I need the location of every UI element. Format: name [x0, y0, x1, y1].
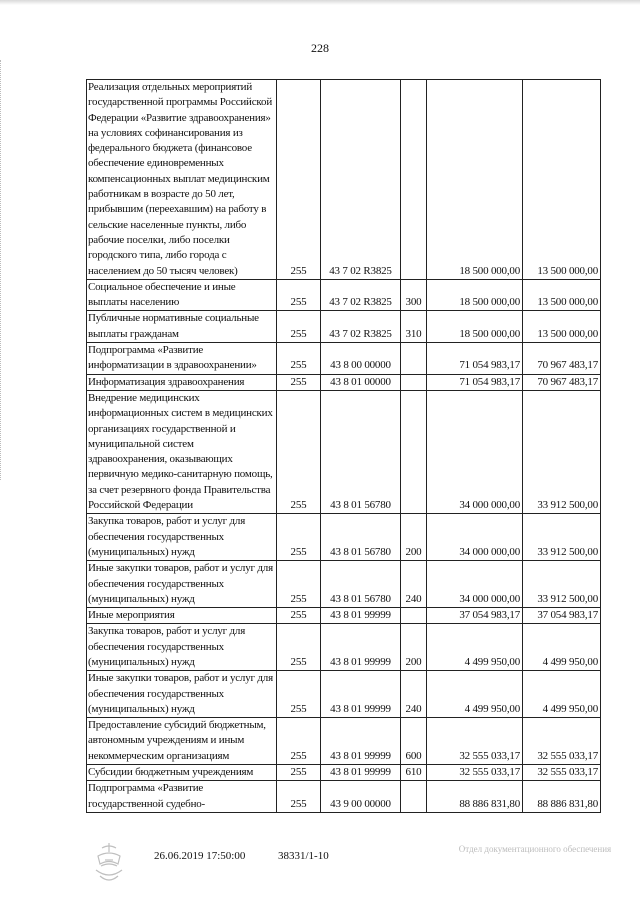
row-expense-type	[401, 781, 427, 813]
row-expense-type: 600	[401, 718, 427, 765]
row-sum-2020: 37 054 983,17	[427, 608, 523, 624]
row-name: Иные закупки товаров, работ и услуг для обеспечения государственных (муниципальных) нужд	[87, 561, 277, 608]
row-name: Подпрограмма «Развитие государственной судебно-	[87, 781, 277, 813]
row-admin-code: 255	[277, 311, 321, 343]
row-sum-2021: 13 500 000,00	[523, 279, 601, 311]
row-sum-2020: 18 500 000,00	[427, 311, 523, 343]
row-expense-type: 310	[401, 311, 427, 343]
row-admin-code: 255	[277, 279, 321, 311]
row-admin-code: 255	[277, 80, 321, 280]
row-admin-code: 255	[277, 608, 321, 624]
row-admin-code: 255	[277, 343, 321, 375]
row-sum-2021: 33 912 500,00	[523, 514, 601, 561]
row-target-article: 43 8 01 99999	[321, 671, 401, 718]
table-row	[87, 561, 601, 608]
row-target-article: 43 8 01 56780	[321, 561, 401, 608]
row-target-article: 43 8 01 99999	[321, 718, 401, 765]
binding-edge	[0, 60, 7, 480]
row-sum-2020: 88 886 831,80	[427, 781, 523, 813]
table-row	[87, 343, 601, 375]
row-expense-type	[401, 80, 427, 280]
row-sum-2021: 37 054 983,17	[523, 608, 601, 624]
row-sum-2020: 71 054 983,17	[427, 374, 523, 390]
row-sum-2020: 4 499 950,00	[427, 624, 523, 671]
row-sum-2020: 34 000 000,00	[427, 390, 523, 513]
row-sum-2020: 34 000 000,00	[427, 561, 523, 608]
budget-table	[86, 79, 601, 813]
row-sum-2021: 13 500 000,00	[523, 80, 601, 280]
table-row	[87, 624, 601, 671]
row-sum-2020: 71 054 983,17	[427, 343, 523, 375]
table-row	[87, 311, 601, 343]
row-target-article: 43 7 02 R3825	[321, 80, 401, 280]
row-target-article: 43 8 01 56780	[321, 390, 401, 513]
row-name: Иные закупки товаров, работ и услуг для обеспечения государственных (муниципальных) нужд	[87, 671, 277, 718]
row-name: Закупка товаров, работ и услуг для обеспечения государственных (муниципальных) нужд	[87, 514, 277, 561]
row-name: Публичные нормативные социальные выплаты гражданам	[87, 311, 277, 343]
table-row	[87, 718, 601, 765]
row-sum-2021: 33 912 500,00	[523, 561, 601, 608]
row-target-article: 43 7 02 R3825	[321, 279, 401, 311]
row-admin-code: 255	[277, 718, 321, 765]
row-sum-2020: 18 500 000,00	[427, 279, 523, 311]
row-target-article: 43 8 00 00000	[321, 343, 401, 375]
footer-doc-code: 38331/1-10	[278, 850, 329, 862]
table-row	[87, 514, 601, 561]
row-admin-code: 255	[277, 781, 321, 813]
row-name: Реализация отдельных мероприятий государственной программы Российской Федерации «Развитие здравоохранения» на условиях софинансирования из федерального бюджета (финансовое обеспечение единовременных компенсационных выплат медицинским работникам в возрасте до 50 лет, прибывшим (переехавшим) на работу в сельские населенные пункты, либо рабочие поселки, либо поселки городского типа, либо города с населением до 50 тысяч человек)	[87, 80, 277, 280]
row-sum-2021: 32 555 033,17	[523, 765, 601, 781]
row-target-article: 43 8 01 99999	[321, 608, 401, 624]
budget-table-body	[87, 80, 601, 813]
row-sum-2021: 13 500 000,00	[523, 311, 601, 343]
row-expense-type: 200	[401, 624, 427, 671]
row-sum-2021: 4 499 950,00	[523, 671, 601, 718]
row-name: Иные мероприятия	[87, 608, 277, 624]
row-name: Предоставление субсидий бюджетным, автономным учреждениям и иным некоммерческим организациям	[87, 718, 277, 765]
row-sum-2021: 33 912 500,00	[523, 390, 601, 513]
row-sum-2021: 4 499 950,00	[523, 624, 601, 671]
row-sum-2021: 70 967 483,17	[523, 374, 601, 390]
table-row	[87, 390, 601, 513]
row-admin-code: 255	[277, 671, 321, 718]
row-expense-type: 240	[401, 561, 427, 608]
row-expense-type	[401, 608, 427, 624]
row-admin-code: 255	[277, 374, 321, 390]
table-row	[87, 671, 601, 718]
row-sum-2020: 32 555 033,17	[427, 765, 523, 781]
row-sum-2021: 32 555 033,17	[523, 718, 601, 765]
table-row	[87, 279, 601, 311]
row-expense-type: 240	[401, 671, 427, 718]
footer-stamp: Отдел документационного обеспечения	[458, 844, 612, 854]
row-admin-code: 255	[277, 561, 321, 608]
page-number: 228	[311, 41, 329, 55]
table-row	[87, 80, 601, 280]
table-row	[87, 374, 601, 390]
scan-edge	[0, 0, 640, 5]
row-name: Социальное обеспечение и иные выплаты населению	[87, 279, 277, 311]
seal-icon	[92, 840, 126, 886]
row-target-article: 43 7 02 R3825	[321, 311, 401, 343]
row-sum-2021: 88 886 831,80	[523, 781, 601, 813]
row-expense-type: 300	[401, 279, 427, 311]
row-name: Внедрение медицинских информационных систем в медицинских организациях государственной и муниципальной систем здравоохранения, оказывающих первичную медико-санитарную помощь, за счет резервного фонда Правительства Российской Федерации	[87, 390, 277, 513]
row-name: Информатизация здравоохранения	[87, 374, 277, 390]
row-target-article: 43 8 01 56780	[321, 514, 401, 561]
row-admin-code: 255	[277, 765, 321, 781]
row-sum-2020: 4 499 950,00	[427, 671, 523, 718]
row-name: Подпрограмма «Развитие информатизации в здравоохранении»	[87, 343, 277, 375]
row-admin-code: 255	[277, 514, 321, 561]
table-row	[87, 781, 601, 813]
row-expense-type	[401, 374, 427, 390]
row-target-article: 43 9 00 00000	[321, 781, 401, 813]
row-expense-type	[401, 390, 427, 513]
row-expense-type	[401, 343, 427, 375]
row-name: Субсидии бюджетным учреждениям	[87, 765, 277, 781]
row-sum-2020: 32 555 033,17	[427, 718, 523, 765]
row-admin-code: 255	[277, 624, 321, 671]
footer-date: 26.06.2019 17:50:00	[154, 850, 246, 862]
row-sum-2020: 18 500 000,00	[427, 80, 523, 280]
table-row	[87, 608, 601, 624]
row-sum-2020: 34 000 000,00	[427, 514, 523, 561]
table-row	[87, 765, 601, 781]
row-name: Закупка товаров, работ и услуг для обеспечения государственных (муниципальных) нужд	[87, 624, 277, 671]
row-expense-type: 200	[401, 514, 427, 561]
row-target-article: 43 8 01 00000	[321, 374, 401, 390]
row-target-article: 43 8 01 99999	[321, 624, 401, 671]
row-target-article: 43 8 01 99999	[321, 765, 401, 781]
row-expense-type: 610	[401, 765, 427, 781]
row-admin-code: 255	[277, 390, 321, 513]
row-sum-2021: 70 967 483,17	[523, 343, 601, 375]
